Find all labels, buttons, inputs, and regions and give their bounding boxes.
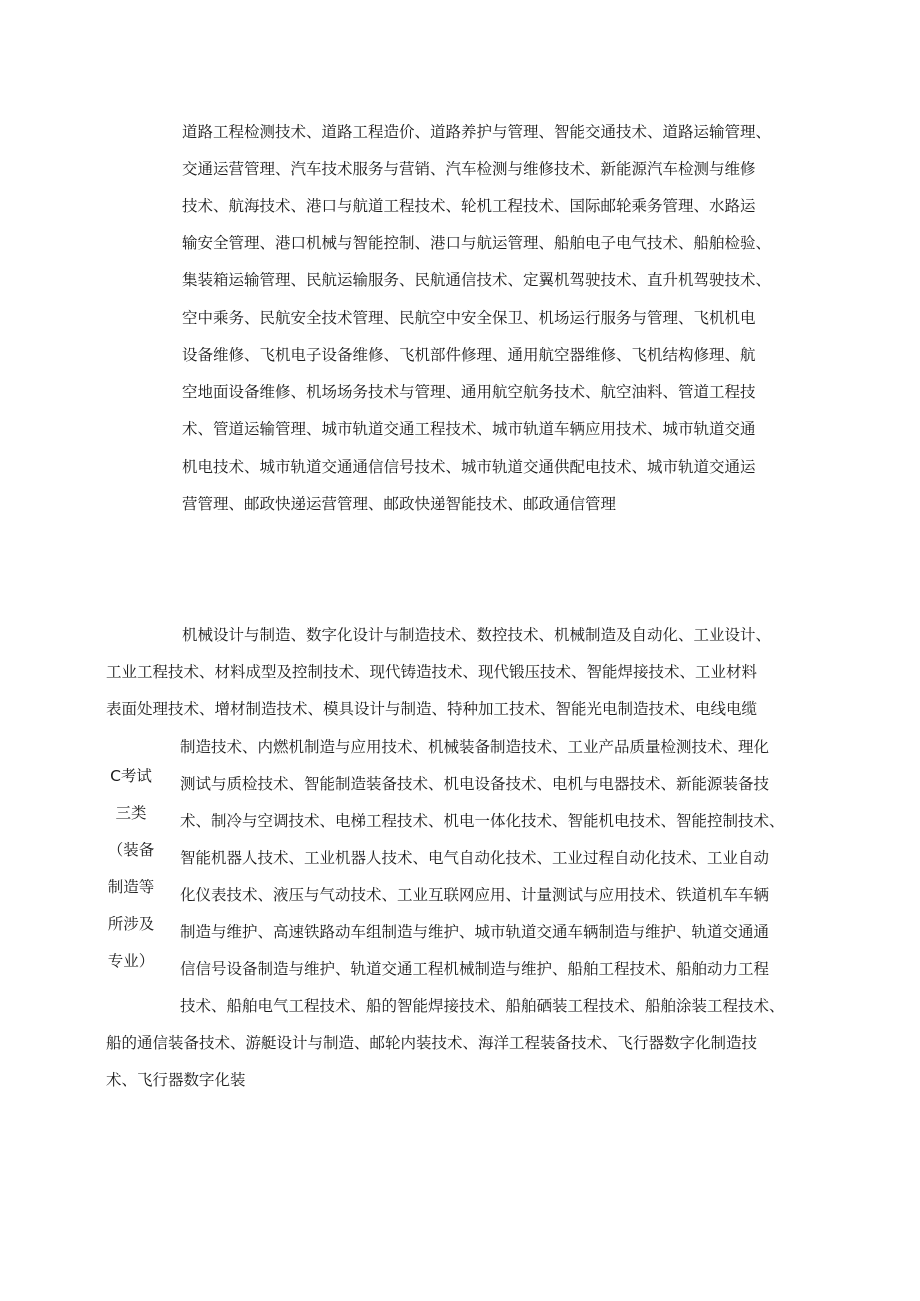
block2-line-1: 机械设计与制造、数字化设计与制造技术、数控技术、机械制造及自动化、工业设计、 bbox=[182, 626, 772, 644]
block2-line-5: 测试与质检技术、智能制造装备技术、机电设备技术、电机与电器技术、新能源装备技 bbox=[180, 775, 770, 793]
block2-line-13: 术、飞行器数字化装 bbox=[106, 1071, 246, 1089]
block2-line-11: 技术、船舶电气工程技术、船的智能焊接技术、船舶硒装工程技术、船舶涂装工程技术、 bbox=[180, 997, 785, 1015]
block1-line-9: 术、管道运输管理、城市轨道交通工程技术、城市轨道车辆应用技术、城市轨道交通 bbox=[182, 420, 756, 438]
block1-line-4: 输安全管理、港口机械与智能控制、港口与航运管理、船舶电子电气技术、船舶检验、 bbox=[182, 234, 772, 252]
block2-line-8: 化仪表技术、液压与气动技术、工业互联网应用、计量测试与应用技术、铁道机车车辆 bbox=[180, 886, 770, 904]
block2-line-7: 智能机器人技术、工业机器人技术、电气自动化技术、工业过程自动化技术、工业自动 bbox=[180, 849, 770, 867]
block2-line-10: 信信号设备制造与维护、轨道交通工程机械制造与维护、船舶工程技术、船舶动力工程 bbox=[180, 960, 770, 978]
side-label-line-5: 所涉及 bbox=[107, 915, 155, 933]
block1-line-8: 空地面设备维修、机场场务技术与管理、通用航空航务技术、航空油料、管道工程技 bbox=[182, 383, 756, 401]
block2-line-12: 船的通信装备技术、游艇设计与制造、邮轮内装技术、海洋工程装备技术、飞行器数字化制造技 bbox=[106, 1034, 758, 1052]
side-label-line-6: 专业） bbox=[107, 952, 155, 970]
block2-line-4: 制造技术、内燃机制造与应用技术、机械装备制造技术、工业产品质量检测技术、理化 bbox=[180, 738, 770, 756]
block1-line-11: 营管理、邮政快递运营管理、邮政快递智能技术、邮政通信管理 bbox=[182, 495, 617, 513]
side-label-line-3: （装备 bbox=[107, 841, 155, 859]
block1-line-7: 设备维修、飞机电子设备维修、飞机部件修理、通用航空器维修、飞机结构修理、航 bbox=[182, 346, 756, 364]
block1-line-3: 技术、航海技术、港口与航道工程技术、轮机工程技术、国际邮轮乘务管理、水路运 bbox=[182, 197, 756, 215]
block1-line-6: 空中乘务、民航安全技术管理、民航空中安全保卫、机场运行服务与管理、飞机机电 bbox=[182, 309, 756, 327]
block1-line-10: 机电技术、城市轨道交通通信信号技术、城市轨道交通供配电技术、城市轨道交通运 bbox=[182, 458, 756, 476]
side-label-line-1: C考试 bbox=[110, 767, 152, 785]
side-label-line-4: 制造等 bbox=[107, 878, 155, 896]
block1-line-2: 交通运营管理、汽车技术服务与营销、汽车检测与维修技术、新能源汽车检测与维修 bbox=[182, 160, 756, 178]
block1-line-1: 道路工程检测技术、道路工程造价、道路养护与管理、智能交通技术、道路运输管理、 bbox=[182, 123, 772, 141]
block2-line-9: 制造与维护、高速铁路动车组制造与维护、城市轨道交通车辆制造与维护、轨道交通通 bbox=[180, 923, 770, 941]
block2-line-2: 工业工程技术、材料成型及控制技术、现代铸造技术、现代锻压技术、智能焊接技术、工业材料 bbox=[106, 663, 758, 681]
block1-line-5: 集装箱运输管理、民航运输服务、民航通信技术、定翼机驾驶技术、直升机驾驶技术、 bbox=[182, 271, 772, 289]
block2-line-6: 术、制冷与空调技术、电梯工程技术、机电一体化技术、智能机电技术、智能控制技术、 bbox=[180, 812, 785, 830]
block2-line-3: 表面处理技术、增材制造技术、模具设计与制造、特种加工技术、智能光电制造技术、电线电缆 bbox=[106, 700, 758, 718]
side-label-line-2: 三类 bbox=[115, 804, 147, 822]
